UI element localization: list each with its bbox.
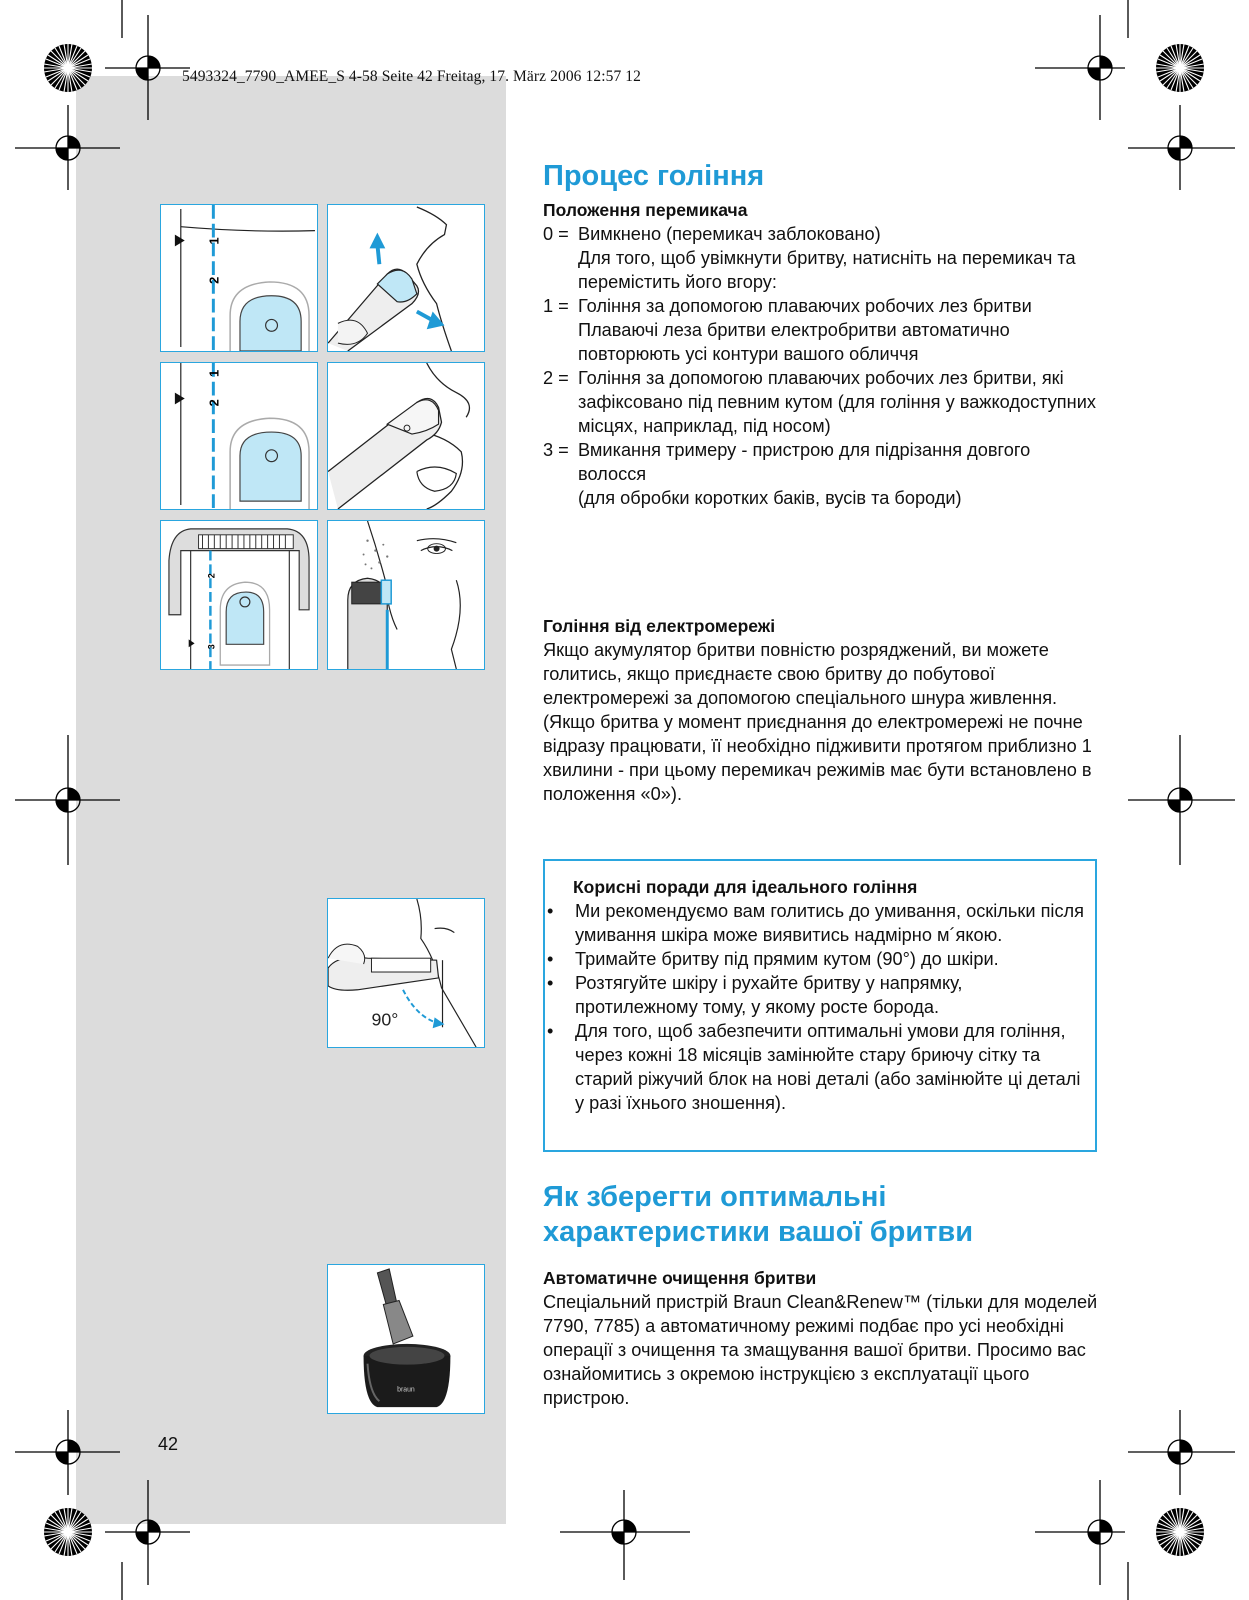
shaving-angle-90-figure	[327, 898, 485, 1048]
section-title-shaving: Процес гоління	[543, 160, 765, 192]
switch-position-3-trimmer-figure	[160, 520, 318, 670]
list-item	[545, 971, 1089, 1019]
cleaning-section	[543, 1266, 1103, 1410]
position-text: Вимкнено (перемикач заблоковано)	[578, 224, 881, 244]
tips-box	[543, 859, 1097, 1152]
mains-text: Якщо акумулятор бритви повністю розряджений, ви можете голитись, якщо приєднаєте свою бритву до побутової електромережі за допомогою спеціального шнура живлення.	[543, 640, 1058, 708]
position-key: 1 =	[543, 296, 569, 316]
under-nose-shaving-figure	[327, 362, 485, 510]
bullet: •	[547, 1021, 554, 1041]
section-title-maintenance: Як зберегти оптимальні характеристики вашої бритви	[543, 1181, 974, 1248]
position-extra: (для обробки коротких баків, вусів та бороди)	[578, 488, 962, 508]
switch-position-1-figure	[160, 204, 318, 352]
position-key: 2 =	[543, 368, 569, 388]
switch-label-2: 2	[206, 276, 222, 284]
switch-label-2: 2	[206, 399, 222, 407]
position-key: 3 =	[543, 440, 569, 460]
floating-head-shaving-figure	[327, 204, 485, 352]
shaving-section	[543, 159, 1103, 510]
indicator-arrow-icon	[175, 393, 185, 405]
switch-label-1: 1	[206, 237, 222, 245]
switch-label-2: 2	[206, 573, 217, 579]
brand-label: braun	[397, 1386, 415, 1394]
print-header: 5493324_7790_AMEE_S 4-58 Seite 42 Freitag, 17. März 2006 12:57 12	[182, 68, 641, 85]
list-item	[545, 1019, 1089, 1115]
list-item	[543, 222, 1103, 294]
tip-text: Для того, щоб забезпечити оптимальні умови для гоління, через кожні 18 місяців замінюйте стару бриючу сітку та старий ріжучий блок на нові деталі (або замінюйте ці деталі у разі їхнього зношення).	[575, 1021, 1081, 1113]
tip-text: Ми рекомендуємо вам голитись до умивання, оскільки після умивання шкіра може виявитись надмірно м´якою.	[575, 901, 1085, 945]
bullet: •	[547, 973, 554, 993]
angle-label: 90°	[371, 1009, 399, 1030]
position-extra: Плаваючі леза бритви електробритви автоматично повторюють усі контури вашого обличчя	[578, 320, 1010, 364]
tip-text: Розтягуйте шкіру і рухайте бритву у напрямку, протилежному тому, у якому росте борода.	[575, 973, 963, 1017]
maintenance-section	[543, 1180, 1083, 1250]
switch-label-1: 1	[206, 369, 222, 377]
switch-heading: Положення перемикача	[543, 200, 748, 220]
list-item	[543, 366, 1103, 438]
cleaning-heading: Автоматичне очищення бритви	[543, 1268, 817, 1288]
position-text: Гоління за допомогою плаваючих робочих лез бритви, які зафіксовано під певним кутом (для гоління у важкодоступних місцях, наприклад, під носом)	[578, 368, 1096, 436]
mains-text-note: (Якщо бритва у момент приєднання до електромережі не почне відразу працювати, її необхідно підживити протягом приблизно 1 хвилини - при цьому перемикач режимів має бути встановлено в положення «0»).	[543, 712, 1092, 804]
cleaning-text: Спеціальний пристрій Braun Clean&Renew™ (тільки для моделей 7790, 7785) а автоматичному режимі подбає про усі необхідні операції з очищення та змащування вашої бритви. Просимо вас ознайомитись з окремою інструкцією з експлуатації цього пристрою.	[543, 1292, 1098, 1408]
mains-section	[543, 614, 1103, 806]
switch-label-3: 3	[206, 644, 217, 650]
position-text: Вмикання тримеру - пристрою для підрізання довгого волосся	[578, 440, 1031, 484]
tip-text: Тримайте бритву під прямим кутом (90°) до шкіри.	[575, 949, 999, 969]
indicator-arrow-icon	[175, 235, 185, 247]
list-item	[545, 947, 1089, 971]
bullet: •	[547, 901, 554, 921]
list-item	[543, 438, 1103, 510]
page-number: 42	[158, 1434, 179, 1454]
tips-heading: Корисні поради для ідеального гоління	[573, 877, 918, 897]
list-item	[543, 294, 1103, 366]
switch-positions-list	[543, 222, 1103, 510]
position-text: Гоління за допомогою плаваючих робочих лез бритви	[578, 296, 1032, 316]
position-key: 0 =	[543, 224, 569, 244]
bullet: •	[547, 949, 554, 969]
position-extra: Для того, щоб увімкнути бритву, натисніть на перемикач та перемістить його вгору:	[578, 248, 1076, 292]
clean-and-renew-station-figure	[327, 1264, 485, 1414]
mains-heading: Гоління від електромережі	[543, 616, 776, 636]
list-item	[545, 899, 1089, 947]
trimmer-sideburns-figure	[327, 520, 485, 670]
switch-position-2-figure	[160, 362, 318, 510]
